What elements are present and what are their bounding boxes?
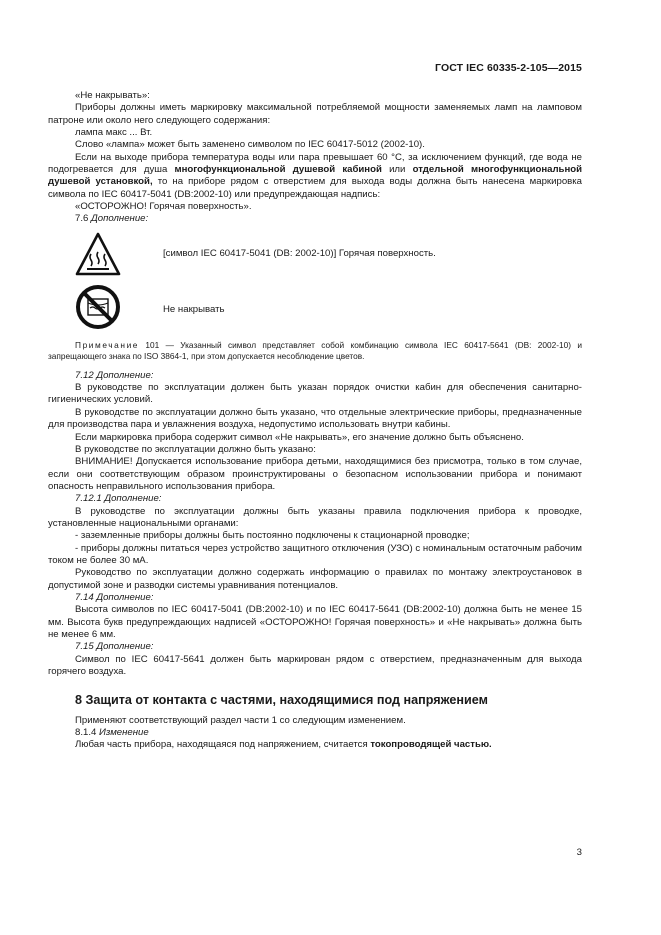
paragraph: В руководстве по эксплуатации должно быть указано, что отдельные электрические приборы, предназначенные для производства пара и увлажнения воздуха, недопустимо использовать внутри кабины.: [48, 406, 582, 431]
paragraph: Символ по IEC 60417-5641 должен быть маркирован рядом с отверстием, предназначенным для выхода горячего воздуха.: [48, 653, 582, 678]
paragraph-hot-water: Если на выходе прибора температура воды или пара превышает 60 °С, за исключением функций, где вода не подогревается для душа многофункциональной душевой кабиной или отдельной многофункциональной душевой установкой, то на приборе рядом с отверстием для выхода воды должна быть нанесена маркировка символа по IEC 60417-5041 (DB:2002-10) или предупреждающая надпись:: [48, 151, 583, 200]
section-8-1-4: 8.1.4 Изменение: [75, 727, 149, 739]
symbol-caption-hot-surface: [символ IEC 60417-5041 (DB: 2002-10)] Горячая поверхность.: [163, 247, 436, 259]
paragraph: В руководстве по эксплуатации должно быть указано:: [75, 443, 316, 455]
list-item: - приборы должны питаться через устройство защитного отключения (УЗО) с номинальным остаточным рабочим током не более 30 мА.: [48, 542, 582, 566]
paragraph: Высота символов по IEC 60417-5041 (DB:2002-10) и по IEC 60417-5641 (DB:2002-10) должна быть не менее 15 мм. Высота букв предупреждающих надписей «ОСТОРОЖНО! Горячая поверхность» и «Не накрывать» должна быть не менее 6 мм.: [48, 604, 582, 640]
paragraph: Руководство по эксплуатации должно содержать информацию о правилах по монтажу электроустановок в допустимой зоне и разводки системы уравнивания потенциалов.: [48, 567, 582, 591]
paragraph-warning: ВНИМАНИЕ! Допускается использование прибора детьми, находящимися без присмотра, только в том случае, если они соответствующим образом проинструктированы о безопасном использовании прибора и понимают опасность неправильного использования прибора.: [48, 456, 582, 492]
list-item: - заземленные приборы должны быть постоянно подключены к стационарной проводке;: [75, 530, 470, 542]
paragraph-live-part: Любая часть прибора, находящаяся под напряжением, считается токопроводящей частью.: [75, 739, 492, 751]
note-101: Примечание 101 — Указанный символ представляет собой комбинацию символа IEC 60417-5641 (DB: 2002-10) и запрещающего знака по ISO 3864-1, при этом допускается несоблюдение цветов.: [48, 339, 582, 361]
section-7-6: 7.6 Дополнение:: [75, 213, 149, 225]
section-7-15: 7.15 Дополнение:: [75, 641, 154, 653]
paragraph: лампа макс ... Вт.: [75, 127, 153, 139]
hot-surface-warning-icon: [75, 232, 121, 278]
paragraph: «ОСТОРОЖНО! Горячая поверхность».: [75, 201, 252, 213]
section-7-12: 7.12 Дополнение:: [75, 369, 154, 381]
section-8-heading: 8 Защита от контакта с частями, находящимися под напряжением: [75, 693, 488, 708]
section-7-14: 7.14 Дополнение:: [75, 591, 154, 603]
paragraph: Применяют соответствующий раздел части 1 со следующим изменением.: [75, 714, 406, 726]
symbol-caption-do-not-cover: Не накрывать: [163, 303, 225, 315]
page-number: 3: [576, 847, 582, 858]
document-body: [48, 90, 582, 752]
paragraph: Если маркировка прибора содержит символ «Не накрывать», его значение должно быть объяснено.: [75, 431, 524, 443]
document-header: ГОСТ IEC 60335-2-105—2015: [435, 62, 582, 74]
paragraph: «Не накрывать»:: [75, 90, 150, 101]
paragraph: Приборы должны иметь маркировку максимальной потребляемой мощности заменяемых ламп на ламповом патроне или около него следующего содержания:: [48, 102, 582, 126]
do-not-cover-prohibition-icon: [75, 284, 121, 330]
symbol-row-do-not-cover: [48, 284, 582, 330]
paragraph: В руководстве по эксплуатации должен быть указан порядок очистки кабин для обеспечения санитарно-гигиенических условий.: [48, 382, 582, 406]
symbol-row-hot-surface: [48, 232, 582, 278]
paragraph: Слово «лампа» может быть заменено символом по IEC 60417-5012 (2002-10).: [75, 139, 425, 151]
section-7-12-1: 7.12.1 Дополнение:: [75, 493, 162, 505]
paragraph: В руководстве по эксплуатации должны быть указаны правила подключения прибора к проводке, установленные национальными органами:: [48, 505, 582, 529]
